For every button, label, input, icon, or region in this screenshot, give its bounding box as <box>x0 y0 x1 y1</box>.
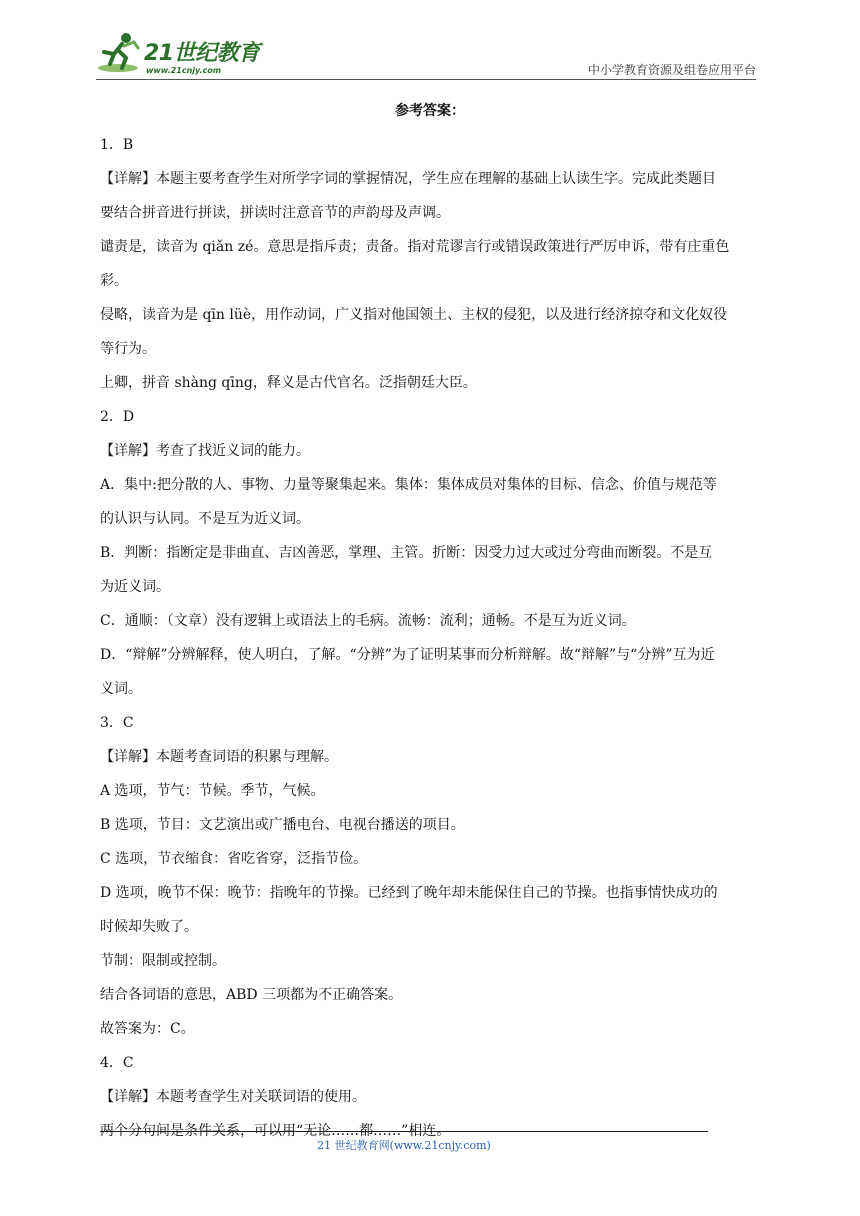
text-line: 1．B <box>100 137 134 153</box>
text-line: 节制：限制或控制。 <box>100 953 226 969</box>
text-line: 两个分句间是条件关系，可以用“无论……都……”相连。 <box>100 1123 451 1139</box>
text-line: 义词。 <box>100 681 142 697</box>
page-title: 参考答案： <box>395 103 465 119</box>
text-line: 彩。 <box>100 273 128 289</box>
text-line: A．集中:把分散的人、事物、力量等聚集起来。集体：集体成员对集体的目标、信念、价值与规范等 <box>100 477 717 493</box>
text-line: 【详解】本题考查词语的积累与理解。 <box>100 749 338 765</box>
footer-link[interactable]: 21 世纪教育网(www.21cnjy.com) <box>317 1139 491 1152</box>
text-line: 【详解】本题考查学生对关联词语的使用。 <box>100 1089 366 1105</box>
text-line: 4．C <box>100 1055 134 1071</box>
text-line: C．通顺：（文章）没有逻辑上或语法上的毛病。流畅：流利；通畅。不是互为近义词。 <box>100 613 636 629</box>
answer-content <box>100 128 768 1148</box>
text-line: 结合各词语的意思，ABD 三项都为不正确答案。 <box>100 987 403 1003</box>
text-line: 3．C <box>100 715 134 731</box>
platform-name: 中小学教育资源及组卷应用平台 <box>587 63 756 77</box>
text-line: 侵略，读音为是 qīn lüè，用作动词，广义指对他国领土、主权的侵犯，以及进行经济掠夺和文化奴役 <box>100 307 728 323</box>
text-line: D．“辩解”分辨解释，使人明白，了解。“分辨”为了证明某事而分析辩解。故“辩解”与“分辨”互为近 <box>100 647 715 663</box>
logo <box>96 30 266 78</box>
text-line: 故答案为：C。 <box>100 1021 195 1037</box>
header-divider <box>96 79 756 80</box>
text-line: C 选项，节衣缩食：省吃省穿，泛指节俭。 <box>100 851 368 867</box>
text-line: 2．D <box>100 409 135 425</box>
text-line: 时候却失败了。 <box>100 919 198 935</box>
logo-url: www.21cnjy.com <box>146 66 222 75</box>
text-line: 为近义词。 <box>100 579 170 595</box>
text-line: D 选项，晚节不保：晚节：指晚年的节操。已经到了晚年却未能保住自己的节操。也指事情快成功的 <box>100 885 718 901</box>
runner-logo-icon <box>96 30 144 74</box>
text-line: B 选项，节目：文艺演出或广播电台、电视台播送的项目。 <box>100 817 465 833</box>
text-line: 【详解】考查了找近义词的能力。 <box>100 443 310 459</box>
text-line: A 选项，节气：节候。季节，气候。 <box>100 783 325 799</box>
text-line: 谴责是，读音为 qiǎn zé。意思是指斥责；责备。指对荒谬言行或错误政策进行严厉申诉，带有庄重色 <box>100 239 730 255</box>
footer-divider <box>100 1131 708 1132</box>
logo-text: 21世纪教育 <box>144 41 260 66</box>
text-line: 上卿，拼音 shàng qīng，释义是古代官名。泛指朝廷大臣。 <box>100 375 477 391</box>
text-line: 的认识与认同。不是互为近义词。 <box>100 511 310 527</box>
text-line: 要结合拼音进行拼读，拼读时注意音节的声韵母及声调。 <box>100 205 450 221</box>
page-header <box>96 30 756 80</box>
text-line: 等行为。 <box>100 341 156 357</box>
text-line: B．判断：指断定是非曲直、吉凶善恶，掌理、主管。折断：因受力过大或过分弯曲而断裂。不是互 <box>100 545 713 561</box>
text-line: 【详解】本题主要考查学生对所学字词的掌握情况，学生应在理解的基础上认读生字。完成此类题目 <box>100 171 716 187</box>
